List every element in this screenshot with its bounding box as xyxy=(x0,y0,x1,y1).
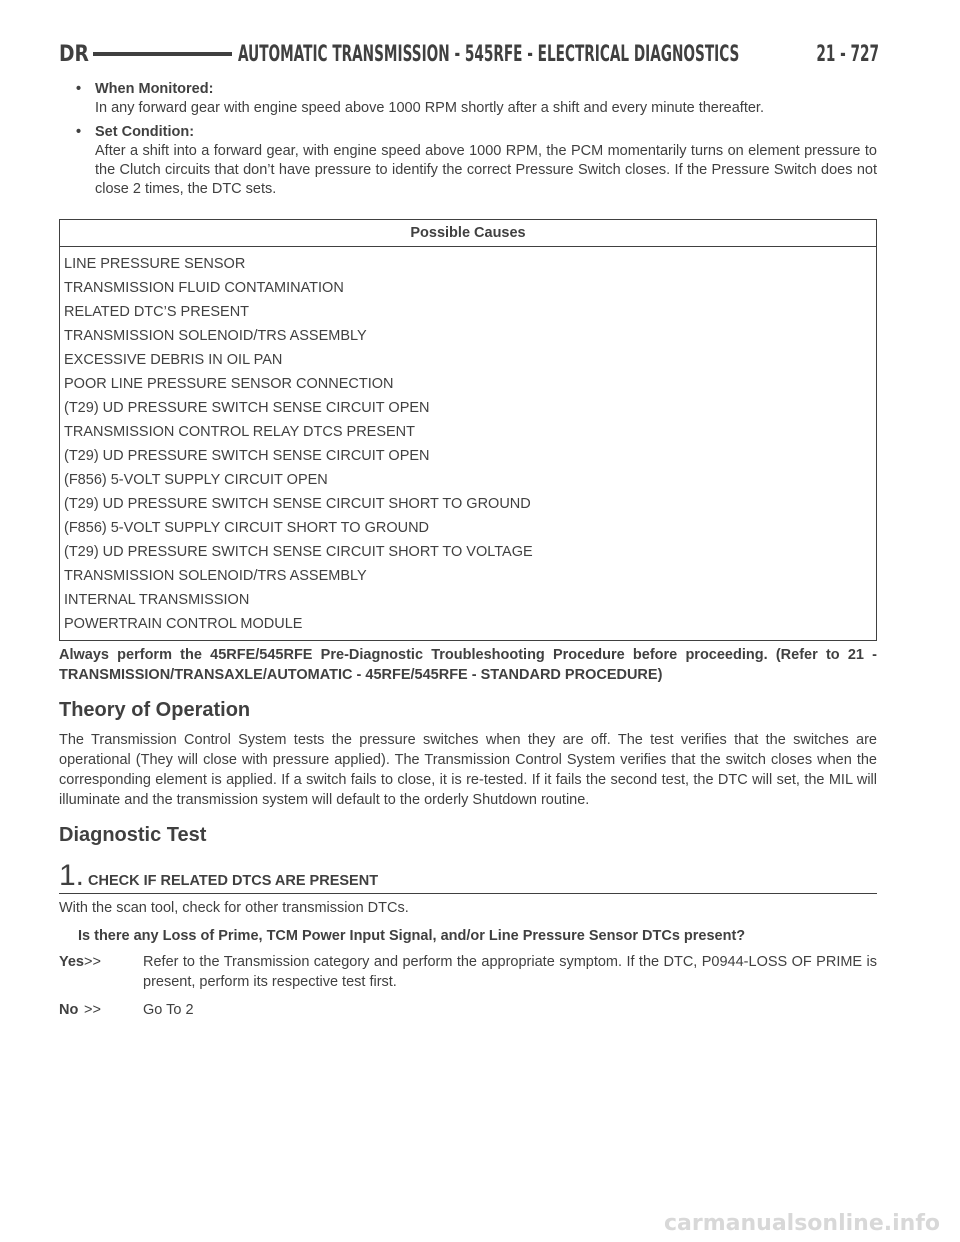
cause-item: TRANSMISSION FLUID CONTAMINATION xyxy=(64,280,344,296)
cause-item: (T29) UD PRESSURE SWITCH SENSE CIRCUIT SHORT TO VOLTAGE xyxy=(64,544,533,560)
header-section-code: DR xyxy=(59,41,89,67)
answer-arrow: >> xyxy=(84,954,101,970)
page-content xyxy=(59,80,877,1028)
answer-label: Yes xyxy=(59,954,84,970)
diagnostic-heading: Diagnostic Test xyxy=(59,824,207,846)
cause-item: TRANSMISSION SOLENOID/TRS ASSEMBLY xyxy=(64,568,367,584)
possible-causes-table xyxy=(59,219,877,641)
answer-arrow: >> xyxy=(84,1002,101,1018)
page-header xyxy=(59,36,879,72)
bullet-dot-icon: • xyxy=(76,81,82,97)
header-page-number: 21 - 727 xyxy=(816,41,879,67)
cause-item: EXCESSIVE DEBRIS IN OIL PAN xyxy=(64,352,283,368)
possible-causes-heading: Possible Causes xyxy=(60,220,876,247)
answer-go-to-link[interactable]: Go To 2 xyxy=(143,1002,194,1018)
procedure-note: Always perform the 45RFE/545RFE Pre-Diagnostic Troubleshooting Procedure before proceeding. (Refer to 21 - TRANSMISSION/TRANSAXLE/AUTOMATIC - 45RFE/545RFE - STANDARD PROCEDURE) xyxy=(59,647,877,683)
bullet-title: Set Condition: xyxy=(95,124,195,140)
cause-item: TRANSMISSION CONTROL RELAY DTCS PRESENT xyxy=(64,424,416,440)
watermark: carmanualsonline.info xyxy=(664,1211,940,1236)
header-rule xyxy=(93,52,232,56)
bullet-text: In any forward gear with engine speed above 1000 RPM shortly after a shift and every minute thereafter. xyxy=(95,100,764,116)
cause-item: (T29) UD PRESSURE SWITCH SENSE CIRCUIT OPEN xyxy=(64,448,430,464)
possible-causes-list xyxy=(60,247,876,640)
theory-heading: Theory of Operation xyxy=(59,699,251,721)
step-question: Is there any Loss of Prime, TCM Power Input Signal, and/or Line Pressure Sensor DTCs present? xyxy=(78,928,746,944)
cause-item: (F856) 5-VOLT SUPPLY CIRCUIT SHORT TO GROUND xyxy=(64,520,430,536)
cause-item: (T29) UD PRESSURE SWITCH SENSE CIRCUIT OPEN xyxy=(64,400,430,416)
cause-item: (T29) UD PRESSURE SWITCH SENSE CIRCUIT SHORT TO GROUND xyxy=(64,496,531,512)
bullet-dot-icon: • xyxy=(76,124,82,140)
step-header xyxy=(59,861,877,894)
cause-item: (F856) 5-VOLT SUPPLY CIRCUIT OPEN xyxy=(64,472,328,488)
theory-text: The Transmission Control System tests the pressure switches when they are off. The test verifies that the switches are operational (They will close with pressure applied). The Transmission Control System verifies that the switch closes when the corresponding element is applied. If a switch fails to close, it is re-tested. If it fails the second test, the DTC will set, the MIL will illuminate and the transmission system will default to the orderly Shutdown routine. xyxy=(59,732,877,808)
bullet-when-monitored xyxy=(59,80,877,118)
answer-no xyxy=(59,1000,877,1020)
answer-yes xyxy=(59,952,877,992)
bullet-title: When Monitored: xyxy=(95,81,214,97)
step-text: With the scan tool, check for other transmission DTCs. xyxy=(59,900,409,916)
answer-label: No xyxy=(59,1002,79,1018)
cause-item: INTERNAL TRANSMISSION xyxy=(64,592,250,608)
cause-item: RELATED DTC’S PRESENT xyxy=(64,304,250,320)
bullet-text: After a shift into a forward gear, with engine speed above 1000 RPM, the PCM momentarily turns on element pressure to the Clutch circuits that don’t have pressure to identify the correct Pressure Switch closes. If the Pressure Switch does not close 2 times, the DTC sets. xyxy=(95,143,877,197)
cause-item: POWERTRAIN CONTROL MODULE xyxy=(64,616,303,632)
header-title: AUTOMATIC TRANSMISSION - 545RFE - ELECTRICAL DIAGNOSTICS xyxy=(238,41,740,67)
answer-text: Refer to the Transmission category and perform the appropriate symptom. If the DTC, P0944-LOSS OF PRIME is present, perform its respective test first. xyxy=(143,954,877,990)
cause-item: TRANSMISSION SOLENOID/TRS ASSEMBLY xyxy=(64,328,367,344)
cause-item: LINE PRESSURE SENSOR xyxy=(64,256,246,272)
cause-item: POOR LINE PRESSURE SENSOR CONNECTION xyxy=(64,376,394,392)
bullet-set-condition xyxy=(59,123,877,199)
step-title: CHECK IF RELATED DTCS ARE PRESENT xyxy=(88,873,379,889)
step-number: 1. xyxy=(59,859,85,892)
